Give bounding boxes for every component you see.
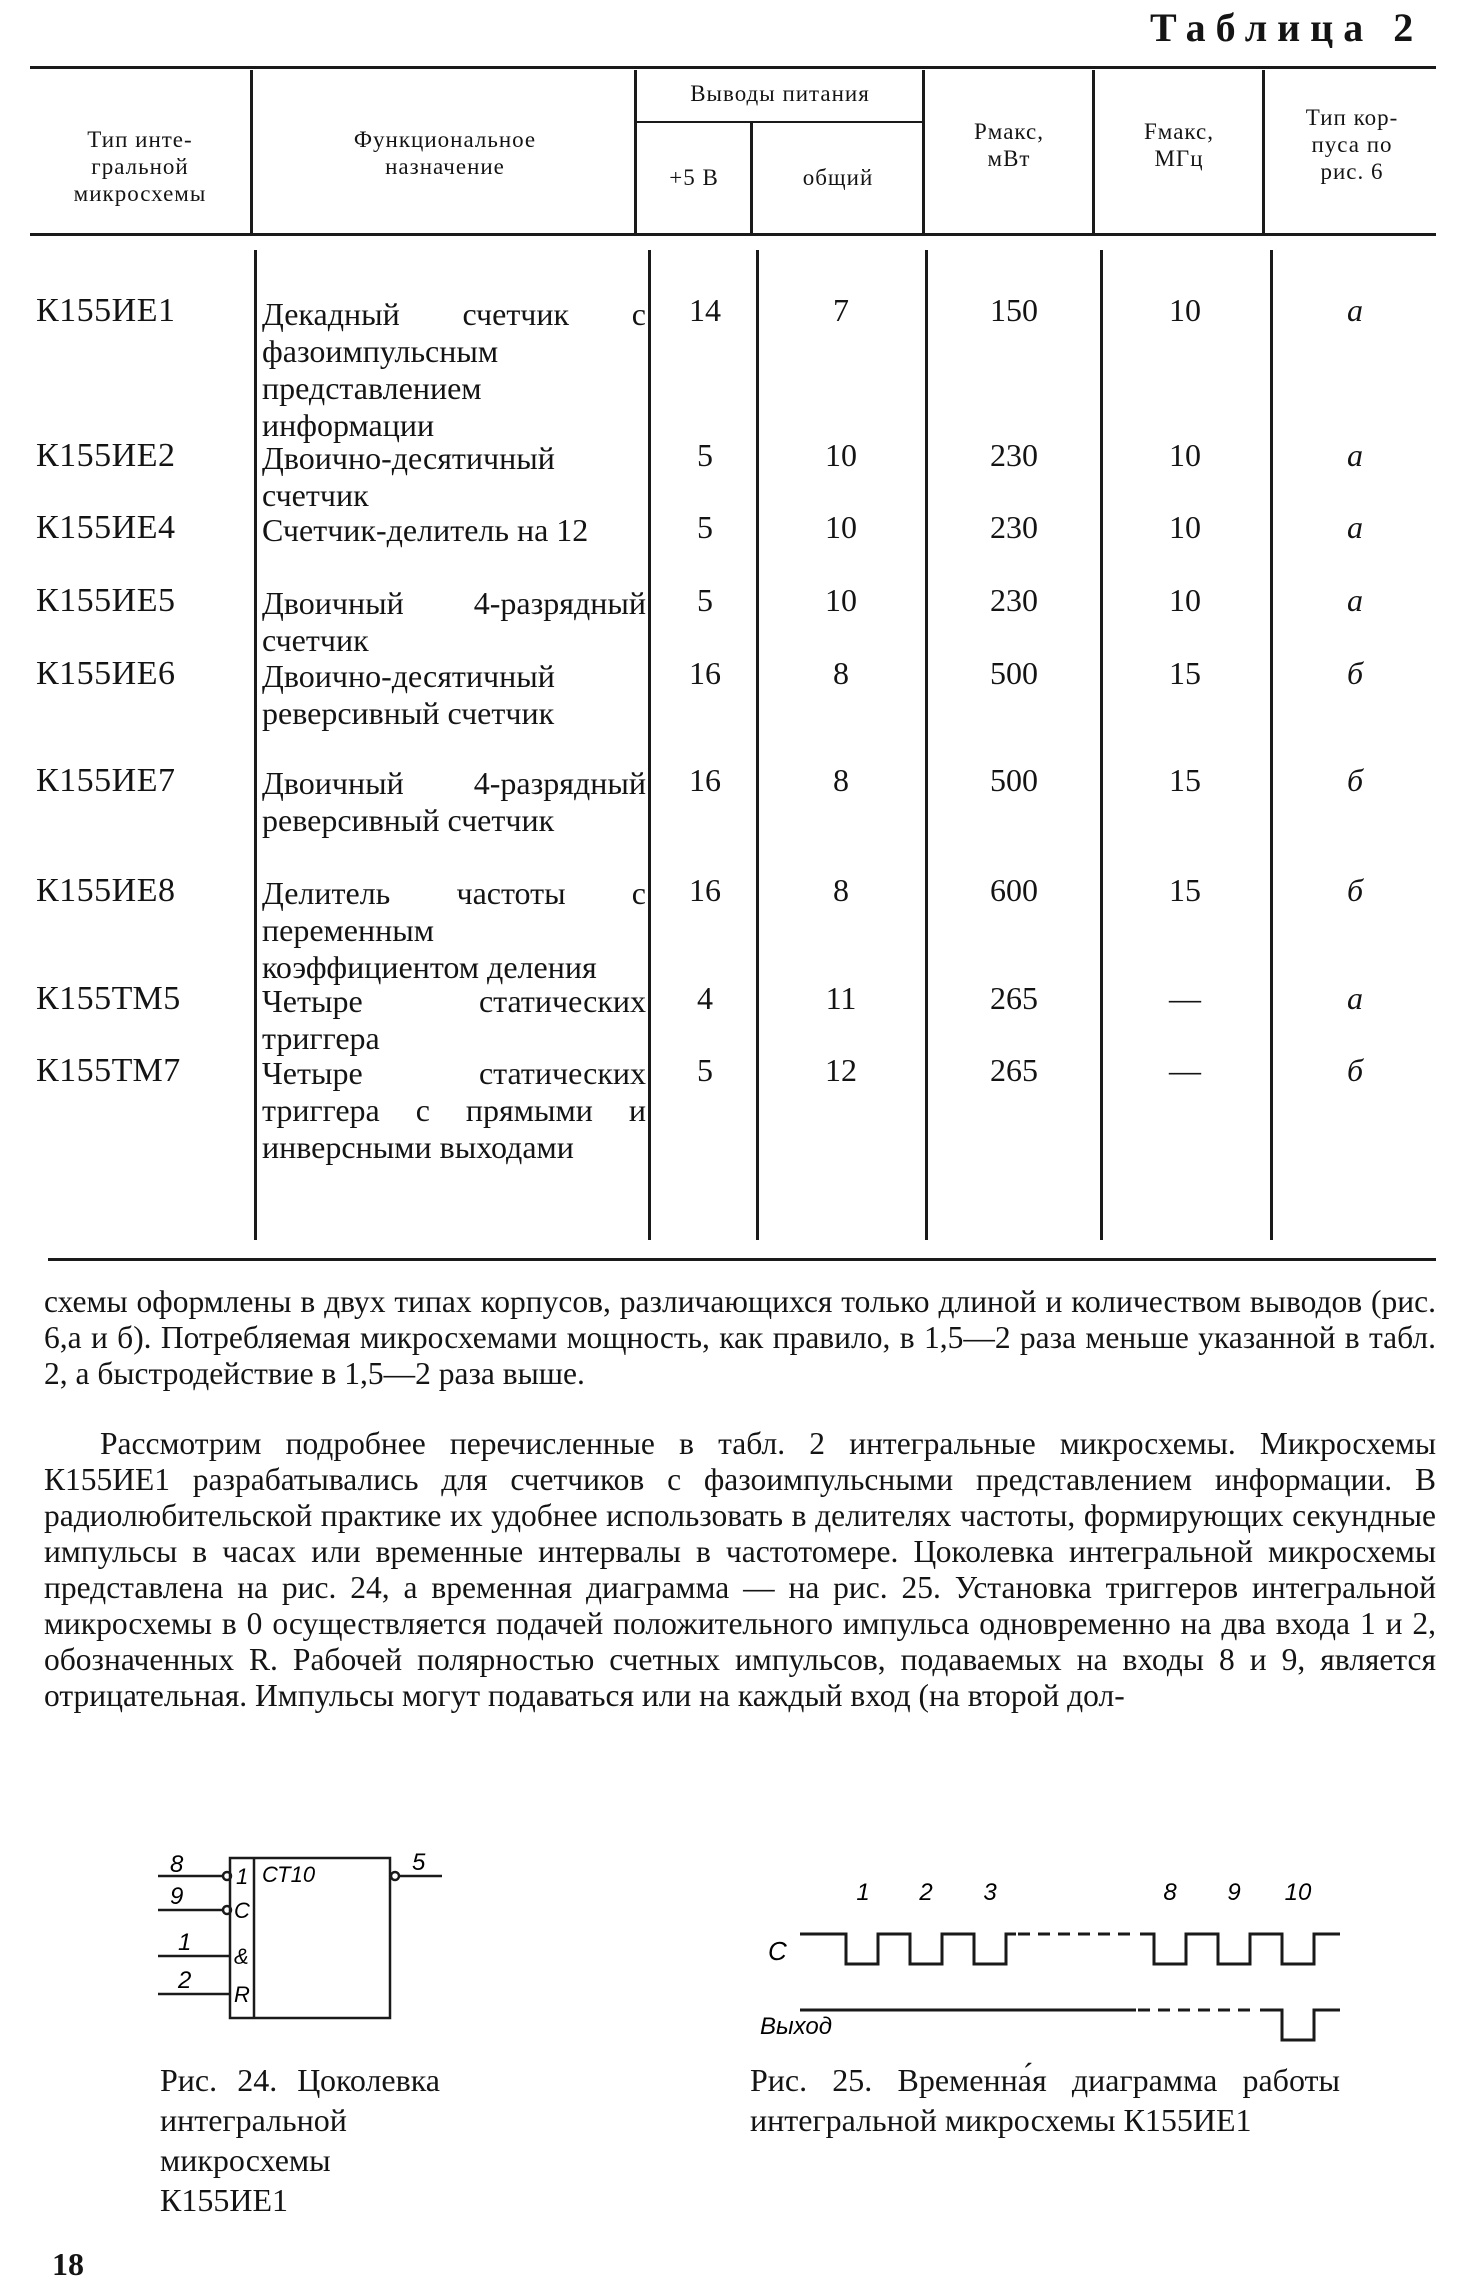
col-divider-6 xyxy=(1262,70,1265,233)
cell-type: К155ТМ7 xyxy=(36,1052,181,1089)
chip-label: СТ10 xyxy=(262,1862,316,1887)
cell-common: 8 xyxy=(833,762,849,798)
cell-fmax: 10 xyxy=(1169,292,1201,328)
cell-package: б xyxy=(1346,655,1364,691)
figure-25-timing-diagram xyxy=(760,1872,1360,2042)
page-number: 18 xyxy=(52,2246,84,2282)
pulse-label: 10 xyxy=(1284,1879,1312,1906)
pin-label: 1 xyxy=(178,1929,192,1956)
table-bottom-rule xyxy=(48,1258,1436,1261)
col-divider-6-body xyxy=(1270,250,1273,1240)
cell-pmax: 150 xyxy=(990,292,1038,328)
cell-plus5: 16 xyxy=(689,872,721,908)
cell-fmax: 10 xyxy=(1169,509,1201,545)
header-package: Тип кор- пуса по рис. 6 xyxy=(1305,105,1399,184)
cell-pmax: 600 xyxy=(990,872,1038,908)
cell-common: 11 xyxy=(825,980,857,1016)
cell-fmax: — xyxy=(1169,1052,1201,1088)
cell-fmax: — xyxy=(1169,980,1201,1016)
cell-type: К155ИЕ8 xyxy=(36,872,176,909)
cell-function: Четыре статических триггера с прямыми и инверсными выходами xyxy=(262,1055,646,1165)
header-function: Функциональное назначение xyxy=(353,127,537,179)
cell-function: Четыре статических триггера xyxy=(262,983,646,1056)
output-bubble xyxy=(391,1872,399,1880)
table-title: Таблица 2 xyxy=(1150,5,1424,50)
header-type: Тип инте- гральной микросхемы xyxy=(73,127,207,206)
pulse-label: 9 xyxy=(1227,1879,1241,1906)
header-power-pins: Выводы питания xyxy=(690,81,870,106)
cell-plus5: 14 xyxy=(689,292,721,328)
cell-pmax: 265 xyxy=(990,980,1038,1016)
cell-package: а xyxy=(1347,582,1363,618)
inversion-bubble xyxy=(223,1872,231,1880)
inner-label: С xyxy=(234,1898,250,1923)
cell-fmax: 15 xyxy=(1169,655,1201,691)
cell-fmax: 10 xyxy=(1169,582,1201,618)
inner-label: R xyxy=(234,1982,250,2007)
cell-fmax: 15 xyxy=(1169,762,1201,798)
inversion-bubble xyxy=(223,1906,231,1914)
cell-type: К155ИЕ4 xyxy=(36,509,176,546)
pulse-label: 8 xyxy=(1163,1879,1177,1906)
cell-plus5: 5 xyxy=(697,437,713,473)
table-header-rule xyxy=(30,233,1436,236)
cell-function: Двоично-десятичный реверсивный счетчик xyxy=(262,658,555,731)
cell-common: 10 xyxy=(825,437,857,473)
cell-package: а xyxy=(1347,509,1363,545)
signal-label-output: Выход xyxy=(760,2013,833,2040)
cell-common: 12 xyxy=(825,1052,857,1088)
cell-common: 10 xyxy=(825,582,857,618)
cell-package: б xyxy=(1346,1052,1364,1088)
cell-plus5: 16 xyxy=(689,655,721,691)
col-divider-2 xyxy=(634,70,637,233)
table-top-rule xyxy=(30,66,1436,69)
cell-common: 10 xyxy=(825,509,857,545)
cell-type: К155ИЕ1 xyxy=(36,292,176,329)
cell-function: Декадный счетчик с фазоимпульсным представлением информации xyxy=(262,296,646,443)
cell-type: К155ТМ5 xyxy=(36,980,181,1017)
cell-function: Счетчик-делитель на 12 xyxy=(262,512,589,548)
col-divider-4-body xyxy=(925,250,928,1240)
cell-function: Делитель частоты с переменным коэффициентом деления xyxy=(262,875,646,985)
cell-package: б xyxy=(1346,872,1364,908)
col-divider-5-body xyxy=(1100,250,1103,1240)
col-divider-2-body xyxy=(648,250,651,1240)
cell-common: 7 xyxy=(833,292,849,328)
cell-fmax: 15 xyxy=(1169,872,1201,908)
signal-c-waveform-left xyxy=(800,1934,1016,1964)
pulse-label: 3 xyxy=(983,1879,997,1906)
cell-type: К155ИЕ6 xyxy=(36,655,176,692)
pin-label: 2 xyxy=(178,1967,192,1994)
col-divider-1-body xyxy=(254,250,257,1240)
cell-package: а xyxy=(1347,437,1363,473)
table-subheader-rule xyxy=(636,121,922,123)
cell-package: а xyxy=(1347,980,1363,1016)
header-plus5: +5 В xyxy=(669,165,719,190)
inner-label: 1 xyxy=(236,1864,249,1889)
figure-24-caption: Рис. 24. Цоколевка интегральной микросхемы К155ИЕ1 xyxy=(160,2062,440,2218)
col-divider-3-body xyxy=(756,250,759,1240)
cell-pmax: 500 xyxy=(990,655,1038,691)
cell-pmax: 230 xyxy=(990,582,1038,618)
figure-25-caption: Рис. 25. Временна́я диаграмма работы интегральной микросхемы К155ИЕ1 xyxy=(750,2062,1340,2138)
cell-plus5: 5 xyxy=(697,1052,713,1088)
pulse-label: 2 xyxy=(919,1879,933,1906)
inner-label: & xyxy=(234,1944,249,1969)
signal-c-waveform-right xyxy=(1140,1934,1340,1964)
cell-function: Двоичный 4-разрядный счетчик xyxy=(262,585,646,658)
cell-pmax: 500 xyxy=(990,762,1038,798)
pin-label: 8 xyxy=(170,1851,184,1878)
col-divider-3 xyxy=(750,122,753,233)
pulse-label: 1 xyxy=(856,1879,870,1906)
paragraph-2: Рассмотрим подробнее перечисленные в табл. 2 интегральные микросхемы. Микросхемы К155ИЕ1 разрабатывались для счетчиков с фазоимпульсными представлением информации. В радиолюбительской практике их удобнее использовать в делителях частоты, формирующих секундные импульсы в часах или временные интервалы в частотомере. Цоколевка интегральной микросхемы представлена на рис. 24, а временная диаграмма — на рис. 25. Установка триггеров интегральной микросхемы в 0 осуществляется подачей положительного импульса одновременно на два входа 1 и 2, обозначенных R. Рабочей полярностью счетных импульсов, подаваемых на входы 8 и 9, является отрицательная. Импульсы могут подаваться или на каждый вход (на второй дол- xyxy=(44,1426,1436,1713)
cell-pmax: 230 xyxy=(990,437,1038,473)
cell-type: К155ИЕ2 xyxy=(36,437,176,474)
header-fmax: Fмакс, МГц xyxy=(1144,119,1214,171)
cell-plus5: 4 xyxy=(697,980,713,1016)
col-divider-4 xyxy=(922,70,925,233)
cell-common: 8 xyxy=(833,655,849,691)
signal-out-waveform xyxy=(1260,2010,1340,2040)
cell-plus5: 5 xyxy=(697,582,713,618)
col-divider-1 xyxy=(250,70,253,233)
col-divider-5 xyxy=(1092,70,1095,233)
paragraph-1: схемы оформлены в двух типах корпусов, различающихся только длиной и количеством выводов (рис. 6,а и б). Потребляемая микросхемами мощность, как правило, в 1,5—2 раза меньше указанной в табл. 2, а быстродействие в 1,5—2 раза выше. xyxy=(44,1284,1436,1391)
cell-pmax: 265 xyxy=(990,1052,1038,1088)
cell-package: а xyxy=(1347,292,1363,328)
cell-function: Двоичный 4-разрядный реверсивный счетчик xyxy=(262,765,646,838)
cell-type: К155ИЕ5 xyxy=(36,582,176,619)
figure-24-pinout xyxy=(150,1848,450,2028)
cell-function: Двоично-десятичный счетчик xyxy=(262,440,555,513)
cell-package: б xyxy=(1346,762,1364,798)
cell-plus5: 16 xyxy=(689,762,721,798)
header-common: общий xyxy=(802,165,874,190)
cell-pmax: 230 xyxy=(990,509,1038,545)
pin-label: 5 xyxy=(412,1849,426,1876)
cell-plus5: 5 xyxy=(697,509,713,545)
signal-label-c: С xyxy=(768,1936,787,1966)
cell-type: К155ИЕ7 xyxy=(36,762,176,799)
pin-label: 9 xyxy=(170,1883,184,1910)
cell-fmax: 10 xyxy=(1169,437,1201,473)
cell-common: 8 xyxy=(833,872,849,908)
header-pmax: Pмакс, мВт xyxy=(974,119,1044,171)
